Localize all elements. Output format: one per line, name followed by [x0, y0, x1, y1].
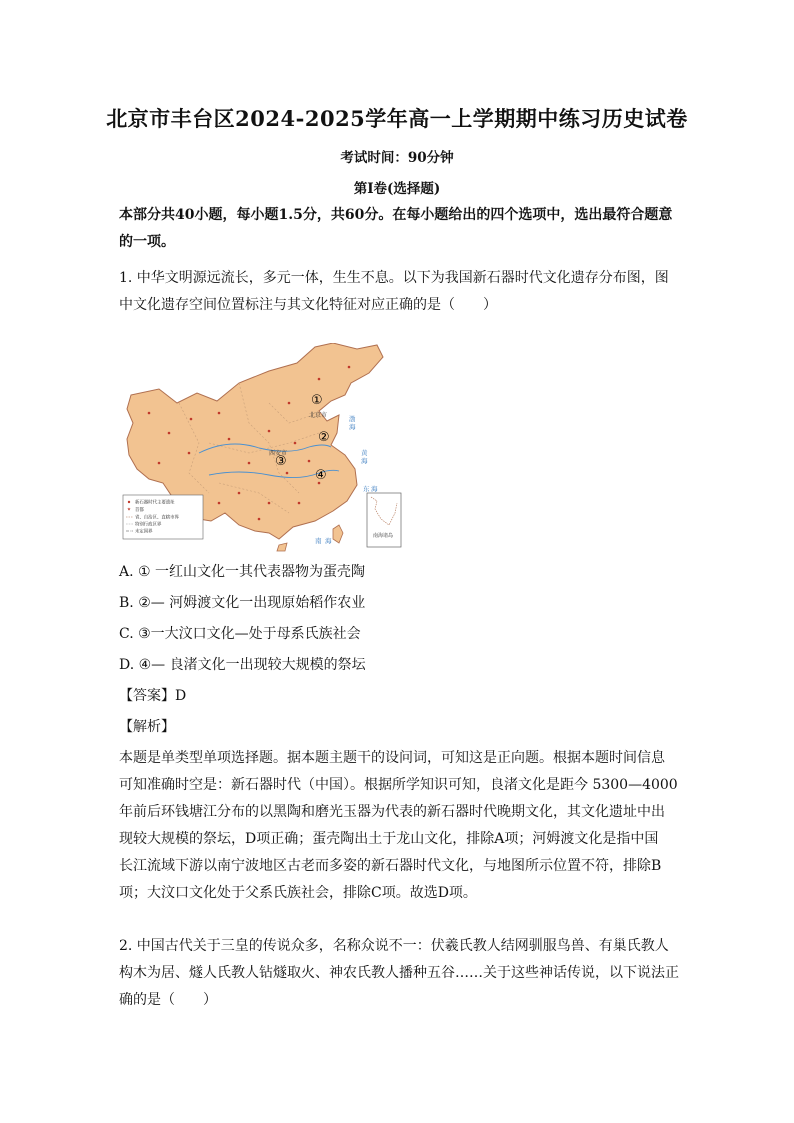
- analysis-line: 可知准确时空是：新石器时代（中国）。根据所学知识可知，良渚文化是距今 5300—4000: [119, 777, 678, 793]
- analysis-text: [119, 745, 679, 907]
- legend-undetermined: 未定国界: [135, 529, 153, 535]
- marker-3: ③: [275, 454, 287, 469]
- q2-stem-line: 2. 中国古代关于三皇的传说众多，名称众说不一：伏羲氏教人结网驯服鸟兽、有巢氏教人: [119, 938, 669, 954]
- sea-label-huang: 黄: [361, 449, 368, 457]
- option-d: D. ④— 良渚文化一出现较大规模的祭坛: [119, 657, 366, 673]
- instructions: [119, 202, 679, 256]
- q1-stem-line: 1. 中华文明源远流长，多元一体，生生不息。以下为我国新石器时代文化遗存分布图，图: [119, 270, 669, 286]
- option-b: B. ②— 河姆渡文化一出现原始稻作农业: [119, 595, 366, 611]
- sea-label-hai: 海: [361, 457, 368, 465]
- section-heading: 第I卷(选择题): [353, 181, 441, 197]
- legend-province-border: 省、自治区、直辖市界: [135, 515, 179, 521]
- legend-capital: 首都: [135, 508, 144, 513]
- marker-4: ④: [315, 468, 327, 483]
- sea-label-hai: 海: [349, 423, 356, 431]
- option-c: C. ③一大汶口文化—处于母系氏族社会: [119, 626, 361, 642]
- q2-stem-line: 构木为居、燧人氏教人钻燧取火、神农氏教人播种五谷……关于这些神话传说，以下说法正: [119, 965, 679, 981]
- analysis-heading: 【解析】: [119, 719, 175, 735]
- q1-stem-line: 中文化遗存空间位置标注与其文化特征对应正确的是（ ）: [119, 297, 497, 313]
- inset-label: 南海诸岛: [373, 533, 394, 539]
- analysis-line: 年前后环钱塘江分布的以黑陶和磨光玉器为代表的新石器时代晚期文化，其文化遗址中出: [119, 804, 665, 820]
- question-1-stem: [119, 265, 679, 319]
- neolithic-sites-map: [119, 343, 405, 553]
- sea-label-hai: 海: [325, 537, 332, 545]
- analysis-line: 本题是单类型单项选择题。据本题主题干的设问词，可知这是正向题。根据本题时间信息: [119, 750, 665, 766]
- marker-1: ①: [311, 393, 323, 408]
- legend-sites: 新石器时代主要遗址: [135, 500, 175, 506]
- sea-label-hai: 海: [371, 485, 378, 493]
- exam-title: 北京市丰台区2024-2025学年高一上学期期中练习历史试卷: [106, 106, 688, 131]
- sea-label-dong: 东: [363, 485, 370, 493]
- instructions-line: 的一项。: [119, 234, 175, 250]
- map-legend: [123, 495, 203, 539]
- city-beijing: 北京市: [309, 412, 328, 419]
- analysis-line: 项；大汶口文化处于父系氏族社会，排除C项。故选D项。: [119, 885, 477, 901]
- q2-stem-line: 确的是（ ）: [119, 992, 217, 1008]
- answer: 【答案】D: [119, 688, 187, 704]
- option-a: A. ① 一红山文化一其代表器物为蛋壳陶: [119, 564, 366, 580]
- analysis-line: 长江流域下游以南宁波地区古老而多姿的新石器时代文化，与地图所示位置不符，排除B: [119, 858, 662, 874]
- legend-capital-star: ★: [127, 507, 131, 513]
- map-inset: [367, 493, 401, 547]
- instructions-line: 本部分共40小题，每小题1.5分，共60分。在每小题给出的四个选项中，选出最符合题意: [119, 207, 673, 223]
- sea-label-bo: 渤: [349, 415, 356, 423]
- sea-label-nan: 南: [315, 537, 322, 545]
- analysis-line: 现较大规模的祭坛，D项正确；蛋壳陶出土于龙山文化，排除A项；河姆渡文化是指中国: [119, 831, 659, 847]
- legend-sar-border: 特别行政区界: [135, 522, 162, 528]
- exam-time: 考试时间：90分钟: [340, 150, 454, 166]
- marker-2: ②: [318, 430, 330, 445]
- city-xian: 西安市: [269, 450, 288, 457]
- question-2-stem: [119, 933, 679, 1014]
